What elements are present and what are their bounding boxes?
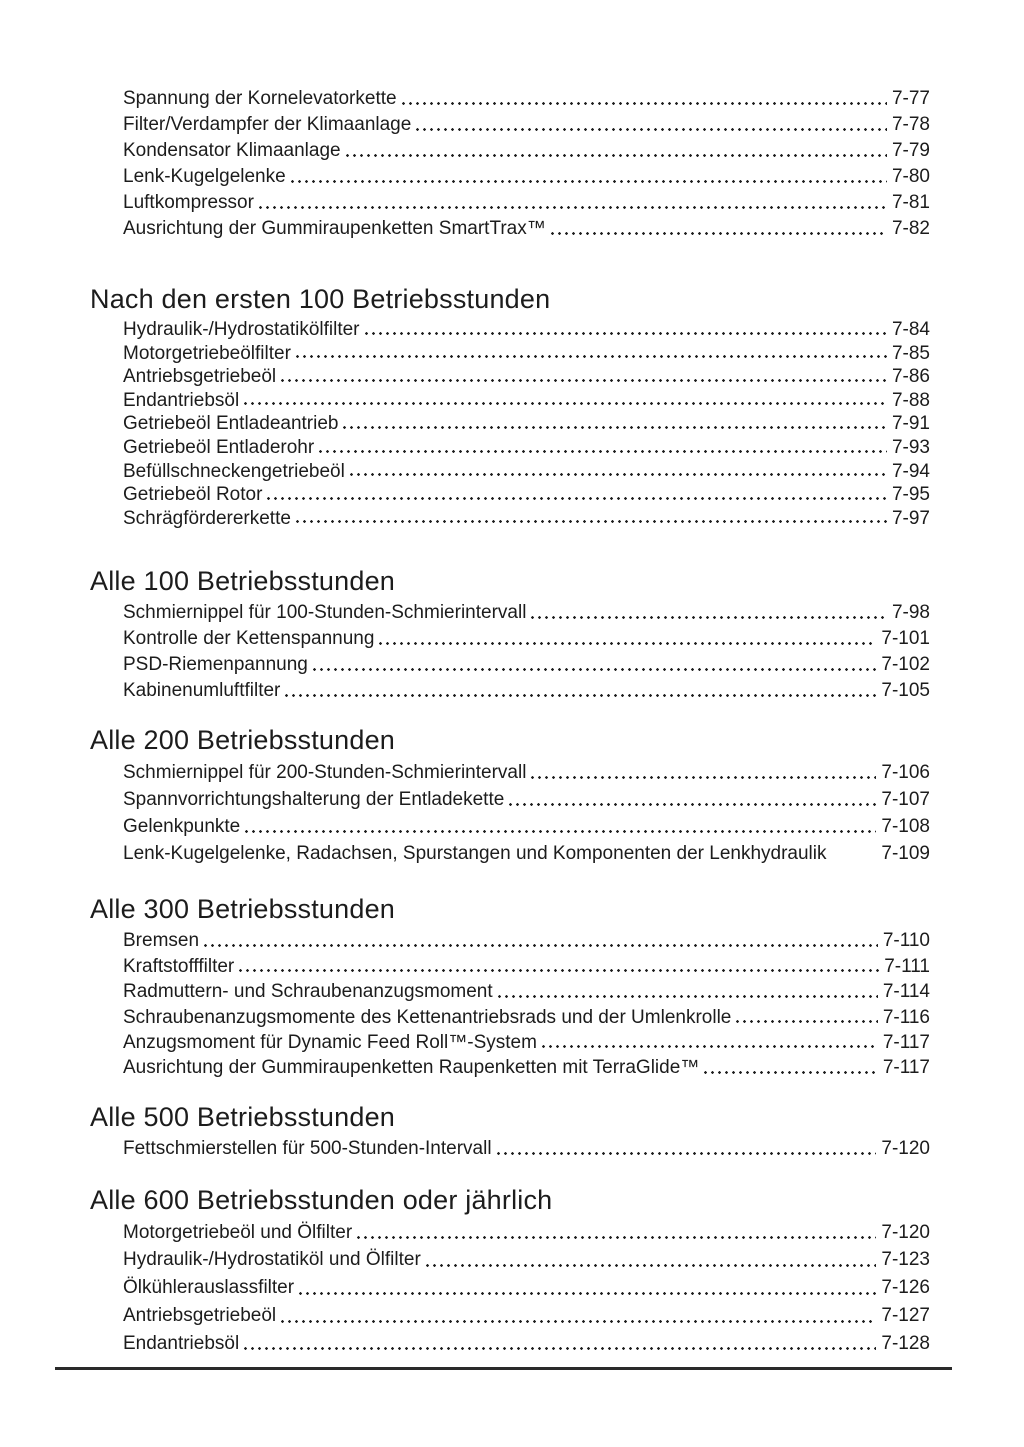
toc-entry-page: 7-93 [891,436,930,458]
dot-leader [237,954,882,979]
toc-entry [123,979,930,1004]
toc-entry [123,759,930,786]
dot-leader [344,138,890,164]
dot-leader [202,928,881,953]
dot-leader [265,483,890,507]
dot-leader [297,1274,879,1302]
dot-leader [424,1246,880,1274]
toc-entry-title: Antriebsgetriebeöl [123,1304,277,1326]
toc-section [90,1184,930,1358]
toc-entry [123,652,930,678]
toc-entry-page: 7-108 [881,816,930,838]
dot-leader [317,436,890,460]
dot-leader [734,1005,880,1030]
toc-section [90,283,930,530]
toc-entry-page: 7-106 [881,762,930,784]
toc-entry-page: 7-107 [881,789,930,811]
toc-section [90,1101,930,1162]
dot-leader [341,412,889,436]
toc-entry [123,318,930,342]
toc-entry [123,954,930,979]
dot-leader [549,216,890,242]
toc-entry-page: 7-105 [881,680,930,702]
toc-entry [123,1246,930,1274]
toc-entry [123,483,930,507]
toc-entry-title: Getriebeöl Rotor [123,484,263,506]
dot-leader [242,389,890,413]
toc-entry-page: 7-81 [891,192,930,213]
toc-entry-page: 7-98 [891,602,930,624]
toc-entry-page: 7-116 [882,1006,930,1028]
dot-leader [400,86,890,112]
toc-entry-page: 7-117 [882,1031,930,1053]
toc-entry-page: 7-94 [891,460,930,482]
toc-entry [123,164,930,190]
toc-entry [123,342,930,366]
toc-entry-page: 7-123 [881,1249,930,1271]
dot-leader [414,112,890,138]
toc-entry [123,112,930,138]
dot-leader [279,365,890,389]
toc-entry [123,626,930,652]
toc-entry [123,507,930,531]
toc-entry-title: Ausrichtung der Gummiraupenketten SmartTrax™ [123,218,546,239]
dot-leader [702,1055,881,1080]
toc-entry-title: Anzugsmoment für Dynamic Feed Roll™-System [123,1031,537,1053]
toc-section [90,565,930,704]
toc-entry-title: Luftkompressor [123,192,254,213]
toc-entry-page: 7-120 [881,1221,930,1243]
dot-leader [257,190,890,216]
toc-entry [123,786,930,813]
dot-leader [289,164,890,190]
toc-entry [123,365,930,389]
toc-entry-title: Ölkühlerauslassfilter [123,1277,295,1299]
toc-entry [123,412,930,436]
toc-entry [123,1030,930,1055]
dot-leader [363,318,890,342]
toc-entry-title: Befüllschneckengetriebeöl [123,460,345,482]
toc-entry-page: 7-85 [891,342,930,364]
toc-entry [123,138,930,164]
toc-entry-page: 7-110 [882,930,930,952]
toc-section [90,724,930,867]
dot-leader [529,600,890,626]
toc-entry-title: Bremsen [123,930,200,952]
toc-entry [123,1302,930,1330]
toc-section [90,893,930,1080]
toc-entry-title: Gelenkpunkte [123,816,241,838]
toc-entry [123,678,930,704]
toc-entry-title: Spannvorrichtungshalterung der Entladekette [123,789,505,811]
toc-entry-title: Schmiernippel für 200-Stunden-Schmierintervall [123,762,527,784]
toc-entry [123,86,930,112]
toc-entry-page: 7-88 [891,389,930,411]
toc-entry-title: Hydraulik-/Hydrostatiköl und Ölfilter [123,1249,421,1271]
toc-entry [123,813,930,840]
footer-rule [55,1367,952,1370]
toc-entry-page: 7-126 [881,1277,930,1299]
toc-entry-title: Kontrolle der Kettenspannung [123,628,375,650]
dot-leader [283,678,879,704]
dot-leader [507,786,879,813]
toc-entry-page: 7-77 [891,88,930,109]
toc-entry [123,216,930,242]
dot-leader [242,1330,879,1358]
toc-entry-page: 7-127 [881,1304,930,1326]
toc-entry-title: Getriebeöl Entladerohr [123,436,315,458]
toc-entry-page: 7-109 [881,843,930,865]
toc-entry-page: 7-79 [891,140,930,161]
toc-entry [123,1330,930,1358]
toc-entry-title: Schrägfördererkette [123,507,291,529]
toc-entry-page: 7-78 [891,114,930,135]
toc-entry-page: 7-80 [891,166,930,187]
toc-entry [123,1219,930,1247]
dot-leader [294,507,890,531]
toc-entry-title: Motorgetriebeöl und Ölfilter [123,1221,353,1243]
toc-entry [123,840,930,867]
toc-entry-title: Radmuttern- und Schraubenanzugsmoment [123,981,493,1003]
toc-entry-title: Spannung der Kornelevatorkette [123,88,397,109]
toc-entry-title: PSD-Riemenpannung [123,654,308,676]
toc-entry [123,1274,930,1302]
section-heading: Nach den ersten 100 Betriebsstunden [90,284,551,314]
toc-entry-title: Lenk-Kugelgelenke [123,166,286,187]
section-heading: Alle 600 Betriebsstunden oder jährlich [90,1184,553,1215]
toc-entry [123,436,930,460]
dot-leader [540,1030,881,1055]
toc-entry-page: 7-117 [882,1057,930,1079]
dot-leader [348,460,890,484]
toc-entry [123,1055,930,1080]
dot-leader [830,840,880,867]
toc-entry-title: Motorgetriebeölfilter [123,342,291,364]
section-heading: Alle 500 Betriebsstunden [90,1101,396,1132]
toc-entry-title: Lenk-Kugelgelenke, Radachsen, Spurstangen und Komponenten der Lenkhydraulik [123,843,827,865]
dot-leader [311,652,880,678]
toc-section [123,86,930,242]
toc-entry [123,460,930,484]
toc-entry-page: 7-102 [881,654,930,676]
dot-leader [294,342,890,366]
toc-entry-title: Kondensator Klimaanlage [123,140,341,161]
toc-entry [123,1136,930,1162]
toc-entry-title: Hydraulik-/Hydrostatikölfilter [123,319,360,340]
toc-entry-title: Ausrichtung der Gummiraupenketten Raupenketten mit TerraGlide™ [123,1057,700,1079]
dot-leader [279,1302,879,1330]
toc-entry-title: Kraftstofffilter [123,955,235,977]
toc-entry-page: 7-97 [891,507,930,529]
toc-entry-page: 7-95 [891,484,930,506]
toc-entry-title: Filter/Verdampfer der Klimaanlage [123,114,412,135]
toc [90,86,930,1357]
toc-entry [123,389,930,413]
toc-entry-page: 7-128 [881,1332,930,1354]
toc-entry-page: 7-120 [881,1137,930,1159]
toc-entry-title: Getriebeöl Entladeantrieb [123,413,339,435]
toc-entry-title: Endantriebsöl [123,389,240,411]
toc-entry [123,600,930,626]
dot-leader [355,1219,879,1247]
dot-leader [529,759,879,786]
toc-entry-page: 7-101 [881,628,930,650]
toc-entry-title: Fettschmierstellen für 500-Stunden-Intervall [123,1137,492,1159]
toc-entry-page: 7-91 [891,413,930,435]
toc-entry-page: 7-82 [891,218,930,239]
section-heading: Alle 100 Betriebsstunden [90,566,396,597]
toc-entry [123,928,930,953]
toc-entry-page: 7-111 [884,955,930,977]
toc-entry-title: Schmiernippel für 100-Stunden-Schmierintervall [123,602,527,624]
toc-entry-title: Antriebsgetriebeöl [123,366,277,388]
dot-leader [495,1136,880,1162]
toc-entry-title: Kabinenumluftfilter [123,680,281,702]
section-heading: Alle 200 Betriebsstunden [90,725,396,756]
toc-entry [123,190,930,216]
section-heading: Alle 300 Betriebsstunden [90,894,396,925]
toc-entry [123,1005,930,1030]
dot-leader [496,979,881,1004]
toc-entry-page: 7-114 [882,981,930,1003]
dot-leader [377,626,879,652]
toc-entry-page: 7-86 [891,366,930,388]
toc-entry-page: 7-84 [891,319,930,340]
toc-entry-title: Endantriebsöl [123,1332,240,1354]
toc-entry-title: Schraubenanzugsmomente des Kettenantriebsrads und der Umlenkrolle [123,1006,732,1028]
dot-leader [243,813,879,840]
